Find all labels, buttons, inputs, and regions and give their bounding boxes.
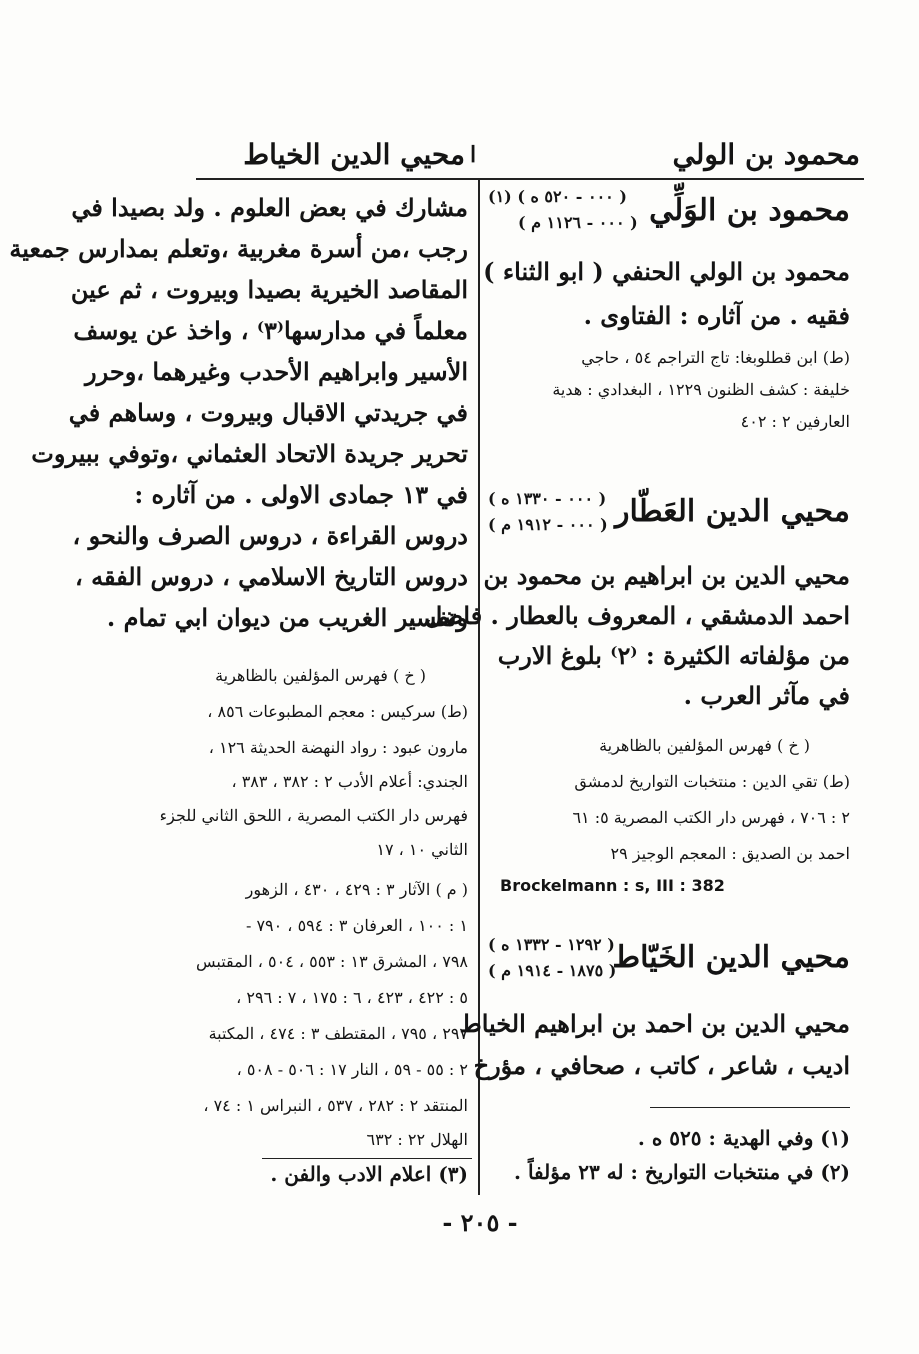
footnote: (١) وفي الهدية : ٥٢٥ ‏ه .	[637, 1126, 850, 1150]
entry-body-line: المقاصد الخيرية بصيدا وبيروت ، ثم عين	[70, 275, 468, 304]
reference-line: فهرس دار الكتب المصرية ، اللحق الثاني للجزء	[159, 806, 468, 825]
reference-line: احمد بن الصديق : المعجم الوجيز ٢٩	[610, 844, 850, 863]
footnote-rule	[262, 1158, 472, 1159]
reference-line: الثاني ١٠ ، ١٧	[376, 840, 468, 859]
entry-body-line: دروس التاريخ الاسلامي ، دروس الفقه ،	[74, 562, 468, 591]
periodical-line: ١ : ١٠٠ ، العرفان ٣ : ٥٩٤ ، ٧٩٠ -	[245, 916, 468, 935]
reference-line: ٢ : ٧٠٦ ، فهرس دار الكتب المصرية ٥: ٦١	[572, 808, 850, 827]
entry-body-line: الأسير وابراهيم الأحدب وغيرهما ،وحرر	[85, 357, 468, 386]
entry-body-line: محيي الدين بن احمد بن ابراهيم الخياط	[459, 1009, 850, 1038]
header-rule	[196, 178, 864, 180]
periodical-line: ٢٩٧ ، ٧٩٥ ، المقتطف ٣ : ٤٧٤ ، المكتبة	[208, 1024, 468, 1043]
reference-line: ( خ ) فهرس المؤلفين بالظاهرية	[215, 666, 426, 685]
entry-body-line: وتفسير الغريب من ديوان ابي تمام .	[106, 603, 468, 632]
page-number: - ٢٠٥ -	[442, 1208, 518, 1237]
entry-body-line: دروس القراءة ، دروس الصرف والنحو ،	[72, 521, 468, 550]
entry-body-line: في جريدتي الاقبال وبيروت ، وساهم في	[68, 398, 468, 427]
reference-line: (ط) سركيس : معجم المطبوعات ٨٥٦ ،	[207, 702, 468, 721]
entry-dates-gregorian: ( ٠٠٠ - ١٩١٢ م )	[488, 515, 608, 534]
reference-line: ( خ ) فهرس المؤلفين بالظاهرية	[599, 736, 810, 755]
reference-line: مارون عبود : رواد النهضة الحديثة ١٢٦ ،	[208, 738, 468, 757]
reference-line: خليفة : كشف الظنون ١٢٢٩ ، البغدادي : هدية	[552, 380, 850, 399]
entry-dates-hijri: ( ١٢٩٢ - ١٣٣٢ ‏ه )	[488, 935, 615, 954]
entry-body-line: اديب ، شاعر ، كاتب ، صحافي ، مؤرخ	[473, 1051, 850, 1080]
running-header-right: محمود بن الولي	[672, 138, 860, 171]
entry-body-line: فقيه . من آثاره : الفتاوى .	[583, 301, 850, 330]
running-header-left: محيي الدين الخياط	[243, 138, 465, 171]
periodical-line: الهلال ٢٢ : ٦٣٢	[366, 1130, 468, 1149]
entry-body-line: في مآثر العرب .	[683, 681, 850, 710]
periodical-line: المنتقد ٢ : ٢٨٢ ، ٥٣٧ ، النبراس ١ : ٧٤ ،	[203, 1096, 468, 1115]
entry-body-line: مشارك في بعض العلوم . ولد بصيدا في	[71, 193, 468, 222]
footnote-rule	[650, 1107, 850, 1108]
entry-body-line: رجب ،من أسرة مغربية ،وتعلم بمدارس جمعية	[9, 234, 468, 263]
periodical-line: ( م ) الآثار ٣ : ٤٢٩ ، ٤٣٠ ، الزهور	[245, 880, 468, 899]
reference-line: (ط) ابن قطلوبغا: تاج التراجم ٥٤ ، حاجي	[581, 348, 850, 367]
header-mark: ا	[470, 142, 477, 168]
entry-dates-gregorian: ( ٠٠٠ - ١١٢٦ م )	[518, 213, 638, 232]
entry-dates-gregorian: ( ١٨٧٥ - ١٩١٤ م )	[488, 961, 617, 980]
footnote: (٣) اعلام الادب والفن .	[270, 1162, 468, 1186]
reference-line: (ط) تقي الدين : منتخبات التواريخ لدمشق	[574, 772, 850, 791]
entry-name: محمود بن الوَلِّي	[649, 193, 850, 228]
entry-name: محيي الدين العَطّار	[615, 494, 850, 529]
entry-dates-hijri: ( ٠٠٠ - ٥٢٠ ‏ه ) (١)	[488, 187, 627, 206]
entry-body-line: محيي الدين بن ابراهيم بن محمود بن	[483, 561, 850, 590]
footnote: (٢) في منتخبات التواريخ : له ٢٣ مؤلفاً .	[514, 1160, 850, 1184]
entry-body-line: من مؤلفاته الكثيرة : ⁽٢⁾ بلوغ الارب	[497, 641, 850, 670]
entry-body-line: تحرير جريدة الاتحاد العثماني ،وتوفي ببيروت	[31, 439, 468, 468]
reference-line: الجندي: أعلام الأدب ٢ : ٣٨٢ ، ٣٨٣ ،	[231, 772, 468, 791]
periodical-line: ٧٩٨ ، المشرق ١٣ : ٥٥٣ ، ٥٠٤ ، المقتبس	[195, 952, 468, 971]
entry-body-line: معلماً في مدارسها⁽٣⁾ ، واخذ عن يوسف	[73, 316, 468, 345]
reference-line: العارفين ٢ : ٤٠٢	[740, 412, 850, 431]
periodical-line: ٢ : ٥٥ - ٥٩ ، النار ١٧ : ٥٠٦ - ٥٠٨ ،	[236, 1060, 468, 1079]
entry-body-line: احمد الدمشقي ، المعروف بالعطار . فاضل .	[408, 601, 850, 630]
entry-name: محيي الدين الخَيّاط	[612, 940, 850, 975]
entry-body-line: محمود بن الولي الحنفي ( ابو الثناء )	[483, 257, 850, 286]
periodical-line: ٥ : ٤٢٢ ، ٤٢٣ ، ٦ : ١٧٥ ، ٧ : ٢٩٦ ،	[236, 988, 468, 1007]
latin-reference: Brockelmann : s, III : 382	[500, 876, 725, 895]
entry-dates-hijri: ( ٠٠٠ - ١٣٣٠ ‏ه )	[488, 489, 607, 508]
entry-body-line: في ١٣ جمادى الاولى . من آثاره :	[134, 480, 468, 509]
